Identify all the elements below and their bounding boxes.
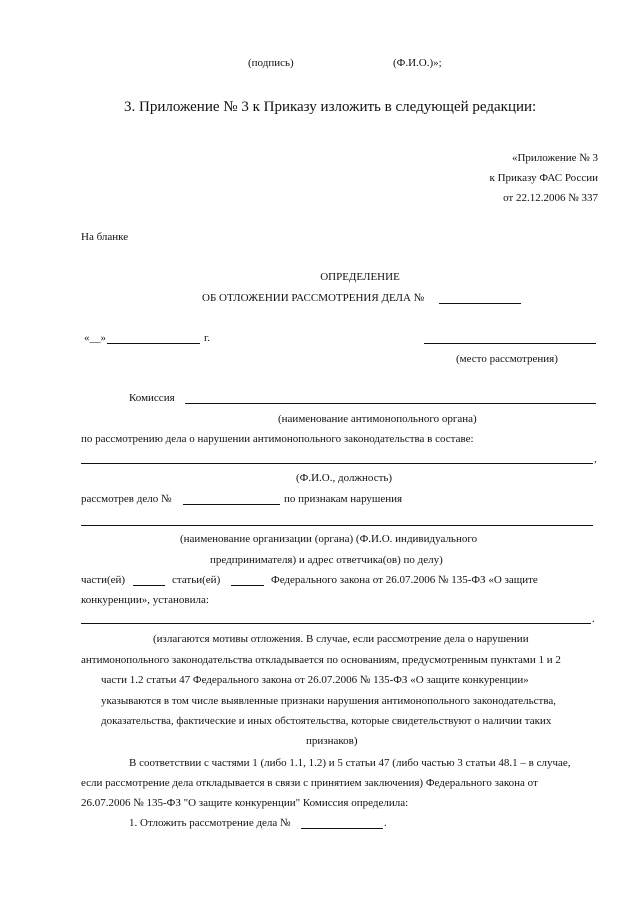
motives-line-6: признаков) [306,735,358,747]
commission-caption: (наименование антимонопольного органа) [278,413,477,425]
na-blanke-label: На бланке [81,231,129,243]
fio-position-caption: (Ф.И.О., должность) [296,472,393,484]
considered-suffix: по признакам нарушения [284,493,403,505]
date-day: «__» [84,332,106,344]
respondent-blank [81,525,593,526]
commission-label: Комиссия [129,392,175,404]
place-blank [424,343,596,344]
law-reference: Федерального закона от 26.07.2006 № 135-ФЗ «О защите [271,574,538,586]
findings-period: . [592,613,595,625]
item-1-period: . [384,817,387,829]
parts-label: части(ей) [81,574,126,586]
motives-line-5: доказательства, фактические и иных обстоятельства, которые свидетельствуют о наличии таких [101,715,552,727]
articles-blank [231,585,264,586]
org-caption-line-1: (наименование организации (органа) (Ф.И.О. индивидуального [180,533,478,545]
findings-blank [81,623,591,624]
considered-prefix: рассмотрев дело № [81,493,172,505]
composition-blank [81,463,593,464]
item-1-case-blank [301,828,383,829]
articles-label: статьи(ей) [172,574,221,586]
appendix-line-2: к Приказу ФАС России [489,172,598,184]
commission-composition-line: по рассмотрению дела о нарушении антимонопольного законодательства в составе: [81,433,474,445]
motives-line-1: (излагаются мотивы отложения. В случае, если рассмотрение дела о нарушении [153,633,529,645]
decision-line-3: 26.07.2006 № 135-ФЗ "О защите конкуренции" Комиссия определила: [81,797,409,809]
decision-line-2: если рассмотрение дела откладывается в связи с принятием заключения) Федерального закона от [81,777,538,789]
decision-line-1: В соответствии с частями 1 (либо 1.1, 1.2) и 5 статьи 47 (либо частью 3 статьи 48.1 – в случае, [129,757,571,769]
law-reference-continued: конкуренции», установила: [81,594,209,606]
composition-comma: , [594,453,597,465]
date-blank [107,343,200,344]
place-caption: (место рассмотрения) [456,353,558,365]
section-heading: 3. Приложение № 3 к Приказу изложить в следующей редакции: [124,99,537,115]
parts-blank [133,585,165,586]
signature-caption: (подпись) [248,57,294,69]
motives-line-3: части 1.2 статьи 47 Федерального закона от 26.07.2006 № 135-ФЗ «О защите конкуренции» [101,674,529,686]
org-caption-line-2: предпринимателя) и адрес ответчика(ов) по делу) [210,554,443,566]
item-1-text: 1. Отложить рассмотрение дела № [129,817,291,829]
fio-caption-top: (Ф.И.О.)»; [393,57,442,69]
motives-line-2: антимонопольного законодательства откладывается по основаниям, предусмотренным пунктами 1 и 2 [81,654,561,666]
considered-number-blank [183,504,280,505]
motives-line-4: указываются в том числе выявленные признаки нарушения антимонопольного законодательства, [101,695,557,707]
appendix-line-1: «Приложение № 3 [511,152,598,164]
appendix-line-3: от 22.12.2006 № 337 [503,192,598,204]
commission-blank [185,403,596,404]
case-number-blank [439,303,521,304]
date-year-suffix: г. [204,332,211,344]
document-subtitle: ОБ ОТЛОЖЕНИИ РАССМОТРЕНИЯ ДЕЛА № [202,292,425,304]
document-title: ОПРЕДЕЛЕНИЕ [320,271,400,283]
